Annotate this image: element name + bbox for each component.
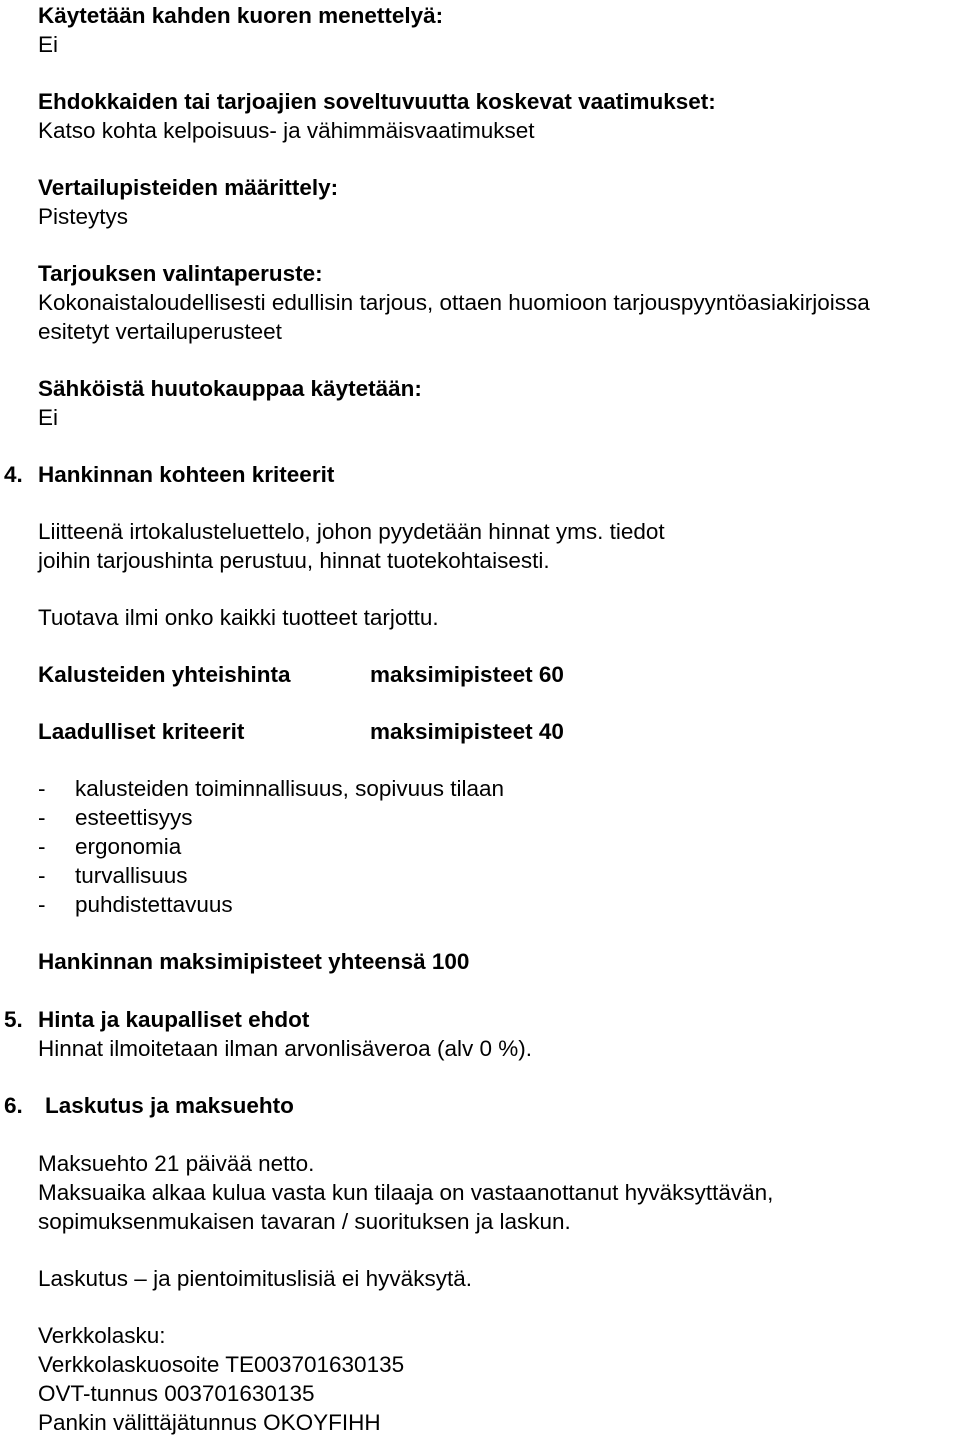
invoicing-fees: Laskutus – ja pientoimituslisiä ei hyväksytä. [38,1266,472,1291]
payment-period-line-1: Maksuaika alkaa kulua vasta kun tilaaja on vastaanottanut hyväksyttävän, [38,1180,774,1205]
selection-text-line-1: Kokonaistaloudellisesti edullisin tarjous, ottaen huomioon tarjouspyyntöasiakirjoissa [38,290,870,315]
ovt-code: OVT-tunnus 003701630135 [38,1381,315,1406]
quality-criterion-points: maksimipisteet 40 [370,719,564,744]
list-item-text: ergonomia [75,834,182,859]
list-bullet: - [38,776,46,801]
quality-criterion-label: Laadulliset kriteerit [38,719,245,744]
einvoice-label: Verkkolasku: [38,1323,166,1348]
section-4-number: 4. [4,462,23,487]
list-bullet: - [38,805,46,830]
price-criterion-points: maksimipisteet 60 [370,662,564,687]
comparison-label: Vertailupisteiden määrittely: [38,175,339,200]
bank-intermediary-code: Pankin välittäjätunnus OKOYFIHH [38,1410,381,1435]
section-5-title: Hinta ja kaupalliset ehdot [38,1007,310,1032]
section-6-title: Laskutus ja maksuehto [45,1093,294,1118]
list-bullet: - [38,892,46,917]
two-envelope-label: Käytetään kahden kuoren menettelyä: [38,3,444,28]
list-bullet: - [38,834,46,859]
payment-terms: Maksuehto 21 päivää netto. [38,1151,315,1176]
payment-period-line-2: sopimuksenmukaisen tavaran / suorituksen ja laskun. [38,1209,571,1234]
list-item-text: esteettisyys [75,805,193,830]
list-item-text: puhdistettavuus [75,892,233,917]
section-4-title: Hankinnan kohteen kriteerit [38,462,335,487]
section-4-para-1-line-1: Liitteenä irtokalusteluettelo, johon pyydetään hinnat yms. tiedot [38,519,665,544]
list-item-text: turvallisuus [75,863,188,888]
einvoice-address: Verkkolaskuosoite TE003701630135 [38,1352,405,1377]
section-4-para-2: Tuotava ilmi onko kaikki tuotteet tarjottu. [38,605,439,630]
suitability-value: Katso kohta kelpoisuus- ja vähimmäisvaatimukset [38,118,535,143]
auction-value: Ei [38,405,59,430]
total-points: Hankinnan maksimipisteet yhteensä 100 [38,949,470,974]
comparison-value: Pisteytys [38,204,129,229]
section-4-para-1-line-2: joihin tarjoushinta perustuu, hinnat tuotekohtaisesti. [38,548,550,573]
section-5-number: 5. [4,1007,23,1032]
price-criterion-label: Kalusteiden yhteishinta [38,662,291,687]
auction-label: Sähköistä huutokauppaa käytetään: [38,376,422,401]
selection-text-line-2: esitetyt vertailuperusteet [38,319,282,344]
selection-label: Tarjouksen valintaperuste: [38,261,323,286]
list-item-text: kalusteiden toiminnallisuus, sopivuus tilaan [75,776,504,801]
section-6-number: 6. [4,1093,23,1118]
suitability-label: Ehdokkaiden tai tarjoajien soveltuvuutta koskevat vaatimukset: [38,89,716,114]
two-envelope-value: Ei [38,32,59,57]
section-5-text: Hinnat ilmoitetaan ilman arvonlisäveroa (alv 0 %). [38,1036,532,1061]
list-bullet: - [38,863,46,888]
